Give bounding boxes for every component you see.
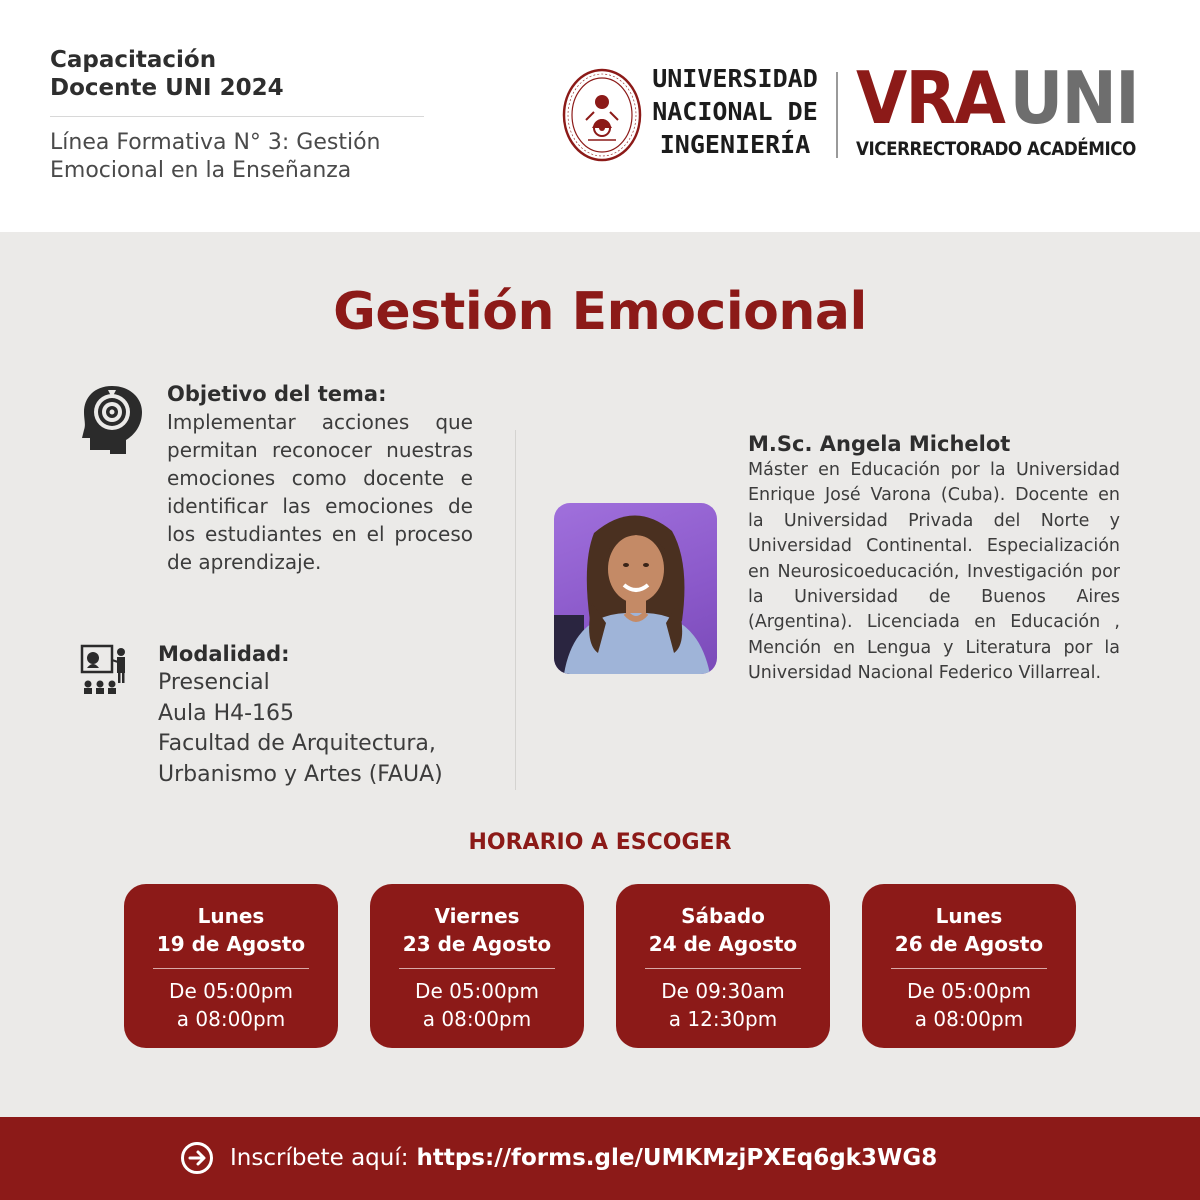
main-title: Gestión Emocional (333, 282, 867, 342)
event-title (50, 46, 424, 102)
schedule-date: 24 de Agosto (648, 932, 798, 956)
modality-line: Aula H4-165 (158, 700, 295, 726)
presentation-icon (80, 644, 130, 696)
university-name-line-1: UNIVERSIDAD (652, 64, 818, 93)
schedule-day: Lunes (197, 904, 265, 928)
schedule-time-to: a 12:30pm (668, 1007, 778, 1031)
modality-heading: Modalidad: (158, 642, 290, 666)
modality-section (158, 640, 498, 790)
schedule-time-from: De 09:30am (661, 979, 785, 1003)
card-divider (645, 968, 801, 969)
event-subtitle (50, 129, 424, 185)
schedule-day: Sábado (681, 904, 765, 928)
header (0, 0, 1200, 232)
footer (0, 1117, 1200, 1200)
schedule-time-to: a 08:00pm (176, 1007, 286, 1031)
modality-line: Presencial (158, 670, 270, 695)
university-seal-icon (562, 68, 642, 162)
arrow-right-circle-icon (180, 1141, 214, 1175)
schedule-title: HORARIO A ESCOGER (468, 830, 732, 855)
university-name (650, 62, 820, 161)
schedule-time-from: De 05:00pm (415, 979, 539, 1003)
event-title-line-1: Capacitación (50, 47, 217, 73)
university-name-line-2: NACIONAL DE (652, 97, 818, 126)
objective-heading: Objetivo del tema: (167, 382, 387, 406)
modality-line: Urbanismo y Artes (FAUA) (158, 761, 443, 787)
schedule-time-to: a 08:00pm (914, 1007, 1024, 1031)
schedule-date: 23 de Agosto (402, 932, 552, 956)
uni-text: UNI (1009, 56, 1138, 140)
objective-section (167, 380, 473, 576)
speaker-portrait-illustration (554, 503, 717, 674)
event-heading (50, 46, 424, 185)
vra-text: VRA (856, 56, 1005, 140)
event-title-line-2: Docente UNI 2024 (50, 75, 284, 101)
vra-uni-logo (856, 56, 1156, 160)
logo-divider (836, 72, 838, 158)
university-name-line-3: INGENIERÍA (659, 130, 811, 159)
schedule-option-1[interactable] (124, 884, 338, 1048)
card-divider (153, 968, 309, 969)
schedule-day: Viernes (434, 904, 520, 928)
speaker-photo (554, 503, 717, 674)
speaker-section (748, 430, 1120, 687)
vra-uni-wordmark (856, 56, 1138, 140)
schedule-option-4[interactable] (862, 884, 1076, 1048)
card-divider (891, 968, 1047, 969)
registration-link[interactable]: https://forms.gle/UMKMzjPXEq6gk3WG8 (416, 1145, 938, 1171)
column-divider (515, 430, 516, 790)
schedule-date: 19 de Agosto (156, 932, 306, 956)
card-divider (399, 968, 555, 969)
speaker-bio: Máster en Educación por la Universidad Enrique José Varona (Cuba). Docente en la Universidad Privada del Norte y Universidad Continental. Especialización en Neurosicoeducación, Investigación por la Universidad de Buenos Aires (Argentina). Licenciada en Educación , Mención en Lengua y Literatura por la Universidad Nacional Federico Villarreal. (748, 460, 1120, 684)
event-subtitle-line-1: Línea Formativa N° 3: Gestión (50, 130, 381, 155)
registration-label: Inscríbete aquí: (230, 1145, 409, 1171)
schedule-time-from: De 05:00pm (907, 979, 1031, 1003)
event-subtitle-line-2: Emocional en la Enseñanza (50, 158, 352, 183)
vra-caption: VICERRECTORADO ACADÉMICO (856, 138, 1136, 160)
head-target-icon (80, 384, 144, 454)
modality-line: Facultad de Arquitectura, (158, 731, 436, 756)
schedule-option-2[interactable] (370, 884, 584, 1048)
schedule-time-from: De 05:00pm (169, 979, 293, 1003)
objective-text: Implementar acciones que permitan reconocer nuestras emociones como docente e identificar las emociones de los estudiantes en el proceso de aprendizaje. (167, 410, 473, 574)
schedule-option-3[interactable] (616, 884, 830, 1048)
schedule-time-to: a 08:00pm (422, 1007, 532, 1031)
schedule-day: Lunes (935, 904, 1003, 928)
registration-row (180, 1141, 937, 1175)
heading-divider (50, 116, 424, 117)
speaker-name: M.Sc. Angela Michelot (748, 432, 1011, 456)
schedule-date: 26 de Agosto (894, 932, 1044, 956)
